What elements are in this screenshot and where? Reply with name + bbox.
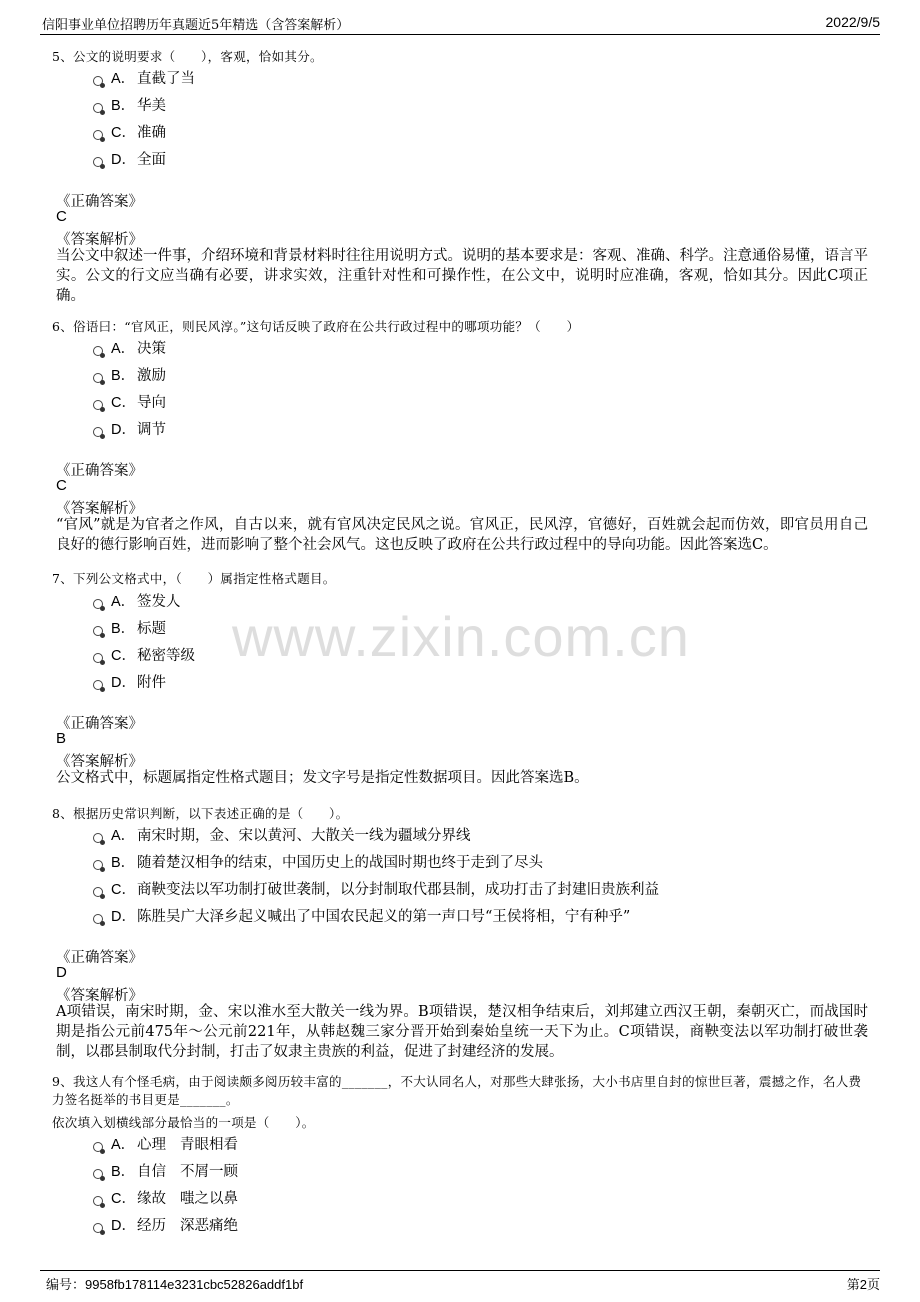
radio-icon[interactable] xyxy=(93,346,103,356)
option-9-d[interactable]: D．经历 深恶痛绝 xyxy=(93,1214,238,1236)
radio-icon[interactable] xyxy=(93,130,103,140)
option-8-b[interactable]: B． 随着楚汉相争的结束，中国历史上的战国时期也终于走到了尽头 xyxy=(93,851,543,873)
analysis-label: 《答案解析》 xyxy=(56,501,143,517)
correct-answer-label: 《正确答案》 xyxy=(56,194,143,210)
radio-icon[interactable] xyxy=(93,833,103,843)
option-6-b[interactable]: B． 激励 xyxy=(93,364,166,386)
radio-icon[interactable] xyxy=(93,103,103,113)
document-code: 编号：9958fb178114e3231cbc52826addf1bf xyxy=(46,1277,304,1292)
option-7-a[interactable]: A． 签发人 xyxy=(93,590,181,612)
option-5-c[interactable]: C．准确 xyxy=(93,121,166,143)
radio-icon[interactable] xyxy=(93,373,103,383)
option-6-a[interactable]: A． 决策 xyxy=(93,337,166,359)
radio-icon[interactable] xyxy=(93,680,103,690)
option-6-c[interactable]: C．导向 xyxy=(93,391,166,413)
analysis-label: 《答案解析》 xyxy=(56,754,143,770)
option-8-d[interactable]: D．陈胜吴广大泽乡起义喊出了中国农民起义的第一声口号“王侯将相，宁有种乎” xyxy=(93,905,630,927)
analysis-label: 《答案解析》 xyxy=(56,988,143,1004)
question-stem-9: 9、我这人有个怪毛病，由于阅读颇多阅历较丰富的_______，不大认同名人，对那些大肆张扬，大小书店里自封的惊世巨著，震撼之作，名人费力签名挺举的书目更是_______。 xyxy=(52,1074,862,1107)
correct-answer-8: D xyxy=(56,964,67,981)
radio-icon[interactable] xyxy=(93,1142,103,1152)
question-stem-6: 6、俗语曰：“官风正，则民风淳。”这句话反映了政府在公共行政过程中的哪项功能？（ ） xyxy=(52,319,580,334)
page-header xyxy=(40,12,880,35)
correct-answer-5: C xyxy=(56,208,67,225)
correct-answer-label: 《正确答案》 xyxy=(56,463,143,479)
analysis-text-5: 当公文中叙述一件事，介绍环境和背景材料时往往用说明方式。说明的基本要求是：客观、准确、科学。注意通俗易懂，语言平实。公文的行文应当确有必要，讲求实效，注重针对性和可操作性，在公文中，说明时应准确，客观，恰如其分。因此C项正确。 xyxy=(56,248,868,304)
analysis-label: 《答案解析》 xyxy=(56,232,143,248)
correct-answer-label: 《正确答案》 xyxy=(56,950,143,966)
header-date: 2022/9/5 xyxy=(825,14,880,30)
question-instruction-9: 依次填入划横线部分最恰当的一项是（ ）。 xyxy=(52,1115,315,1130)
option-7-c[interactable]: C．秘密等级 xyxy=(93,644,195,666)
option-9-a[interactable]: A． 心理 青眼相看 xyxy=(93,1133,238,1155)
radio-icon[interactable] xyxy=(93,157,103,167)
page-footer xyxy=(40,1270,880,1295)
option-6-d[interactable]: D．调节 xyxy=(93,418,166,440)
analysis-text-7: 公文格式中，标题属指定性格式题目；发文字号是指定性数据项目。因此答案选B。 xyxy=(56,770,589,786)
radio-icon[interactable] xyxy=(93,400,103,410)
option-5-a[interactable]: A． 直截了当 xyxy=(93,67,195,89)
analysis-text-8: A项错误，南宋时期，金、宋以淮水至大散关一线为界。B项错误，楚汉相争结束后，刘邦建立西汉王朝，秦朝灭亡，而战国时期是指公元前475年～公元前221年，从韩赵魏三家分晋开始到秦始皇统一天下为止。C项错误，商鞅变法以军功制打破世袭制，以郡县制取代分封制，打击了奴隶主贵族的利益，促进了封建经济的发展。 xyxy=(56,1004,868,1060)
question-stem-5: 5、公文的说明要求（ ），客观，恰如其分。 xyxy=(52,49,323,64)
radio-icon[interactable] xyxy=(93,860,103,870)
radio-icon[interactable] xyxy=(93,626,103,636)
option-7-b[interactable]: B． 标题 xyxy=(93,617,166,639)
option-9-b[interactable]: B． 自信 不屑一顾 xyxy=(93,1160,238,1182)
option-8-a[interactable]: A． 南宋时期，金、宋以黄河、大散关一线为疆域分界线 xyxy=(93,824,471,846)
radio-icon[interactable] xyxy=(93,76,103,86)
radio-icon[interactable] xyxy=(93,1196,103,1206)
radio-icon[interactable] xyxy=(93,427,103,437)
option-7-d[interactable]: D．附件 xyxy=(93,671,166,693)
correct-answer-label: 《正确答案》 xyxy=(56,716,143,732)
question-stem-7: 7、下列公文格式中，（ ）属指定性格式题目。 xyxy=(52,571,336,586)
question-stem-8: 8、根据历史常识判断，以下表述正确的是（ ）。 xyxy=(52,806,349,821)
radio-icon[interactable] xyxy=(93,599,103,609)
radio-icon[interactable] xyxy=(93,1169,103,1179)
option-9-c[interactable]: C．缘故 嗤之以鼻 xyxy=(93,1187,238,1209)
page-number: 第2页 xyxy=(846,1277,880,1292)
radio-icon[interactable] xyxy=(93,914,103,924)
option-5-d[interactable]: D．全面 xyxy=(93,148,166,170)
analysis-text-6: “官风”就是为官者之作风，自古以来，就有官风决定民风之说。官风正，民风淳，官德好，百姓就会起而仿效，即官员用自己良好的德行影响百姓，进而影响了整个社会风气。这也反映了政府在公共行政过程中的导向功能。因此答案选C。 xyxy=(56,517,868,553)
radio-icon[interactable] xyxy=(93,1223,103,1233)
watermark: www.zixin.com.cn xyxy=(232,605,690,668)
document-title: 信阳事业单位招聘历年真题近5年精选（含答案解析） xyxy=(42,18,350,33)
correct-answer-6: C xyxy=(56,477,67,494)
option-8-c[interactable]: C．商鞅变法以军功制打破世袭制，以分封制取代郡县制，成功打击了封建旧贵族利益 xyxy=(93,878,659,900)
radio-icon[interactable] xyxy=(93,887,103,897)
option-5-b[interactable]: B． 华美 xyxy=(93,94,166,116)
radio-icon[interactable] xyxy=(93,653,103,663)
correct-answer-7: B xyxy=(56,730,67,747)
